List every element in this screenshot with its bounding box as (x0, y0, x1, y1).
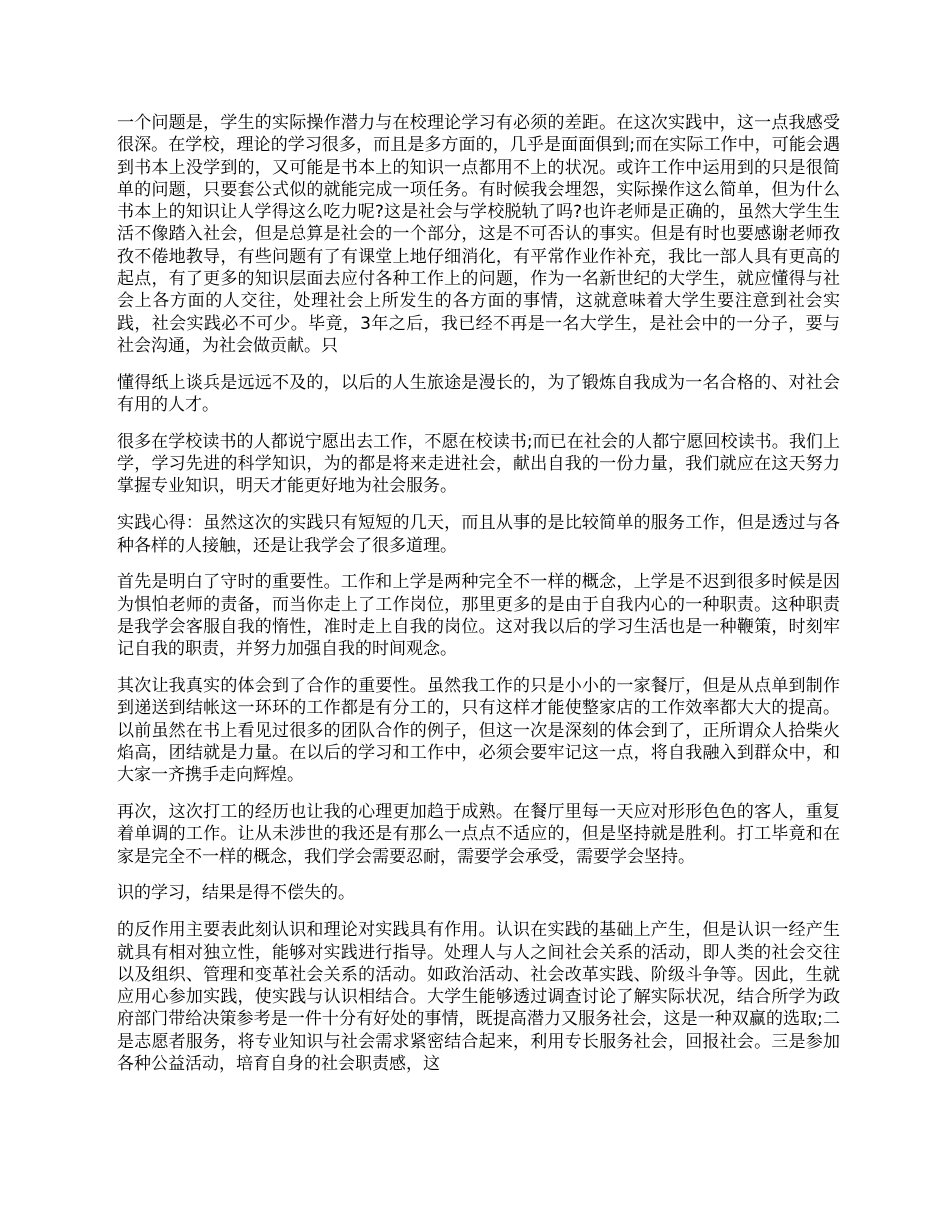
paragraph-8: 识的学习，结果是得不偿失的。 (117, 883, 355, 904)
paragraph-4: 实践心得：虽然这次的实践只有短短的几天，而且从事的是比较简单的服务工作，但是透过与各种各样的人接触，还是让我学会了很多道理。 (117, 513, 840, 556)
paragraph-1: 一个问题是，学生的实际操作潜力与在校理论学习有必须的差距。在这次实践中，这一点我感受很深。在学校，理论的学习很多，而且是多方面的，几乎是面面俱到;而在实际工作中，可能会遇到书本上没学到的，又可能是书本上的知识一点都用不上的状况。或许工作中运用到的只是很简单的问题，只要套公式似的就能完成一项任务。有时候我会埋怨，实际操作这么简单，但为什么书本上的知识让人学得这么吃力呢?这是社会与学校脱轨了吗?也许老师是正确的，虽然大学生生活不像踏入社会，但是总算是社会的一个部分，这是不可否认的事实。但是有时也要感谢老师孜孜不倦地教导，有些问题有了有课堂上地仔细消化，有平常作业作补充，我比一部人具有更高的起点，有了更多的知识层面去应付各种工作上的问题，作为一名新世纪的大学生，就应懂得与社会上各方面的人交往，处理社会上所发生的各方面的事情，这就意味着大学生要注意到社会实践，社会实践必不可少。毕竟，3年之后，我已经不再是一名大学生，是社会中的一分子，要与社会沟通，为社会做贡献。只 (117, 113, 840, 356)
paragraph-5: 首先是明白了守时的重要性。工作和上学是两种完全不一样的概念，上学是不迟到很多时候是因为惧怕老师的责备，而当你走上了工作岗位，那里更多的是由于自我内心的一种职责。这种职责是我学会客服自我的惰性，准时走上自我的岗位。这对我以后的学习生活也是一种鞭策，时刻牢记自我的职责，并努力加强自我的时间观念。 (117, 572, 840, 660)
paragraph-6: 其次让我真实的体会到了合作的重要性。虽然我工作的只是小小的一家餐厅，但是从点单到制作到递送到结帐这一环环的工作都是有分工的，只有这样才能使整家店的工作效率都大大的提高。以前虽然在书上看见过很多的团队合作的例子，但这一次是深刻的体会到了，正所谓众人拾柴火焰高，团结就是力量。在以后的学习和工作中，必须会要牢记这一点，将自我融入到群众中，和大家一齐携手走向辉煌。 (117, 676, 840, 786)
paragraph-9: 的反作用主要表此刻认识和理论对实践具有作用。认识在实践的基础上产生，但是认识一经产生就具有相对独立性，能够对实践进行指导。处理人与人之间社会关系的活动，即人类的社会交往以及组织、管理和变革社会关系的活动。如政治活动、社会改革实践、阶级斗争等。因此，生就应用心参加实践，使实践与认识相结合。大学生能够透过调查讨论了解实际状况，结合所学为政府部门带给决策参考是一件十分有好处的事情，既提高潜力又服务社会，这是一种双赢的选取;二是志愿者服务，将专业知识与社会需求紧密结合起来，利用专长服务社会，回报社会。三是参加各种公益活动，培育自身的社会职责感，这 (117, 920, 840, 1074)
paragraph-2: 懂得纸上谈兵是远远不及的，以后的人生旅途是漫长的，为了锻炼自我成为一名合格的、对社会有用的人才。 (117, 372, 840, 416)
document-body (117, 112, 840, 1090)
paragraph-7: 再次，这次打工的经历也让我的心理更加趋于成熟。在餐厅里每一天应对形形色色的客人，重复着单调的工作。让从未涉世的我还是有那么一点点不适应的，但是坚持就是胜利。打工毕竟和在家是完全不一样的概念，我们学会需要忍耐，需要学会承受，需要学会坚持。 (117, 802, 840, 867)
paragraph-3: 很多在学校读书的人都说宁愿出去工作，不愿在校读书;而已在社会的人都宁愿回校读书。我们上学，学习先进的科学知识，为的都是将来走进社会，献出自我的一份力量，我们就应在这天努力掌握专业知识，明天才能更好地为社会服务。 (117, 431, 840, 497)
